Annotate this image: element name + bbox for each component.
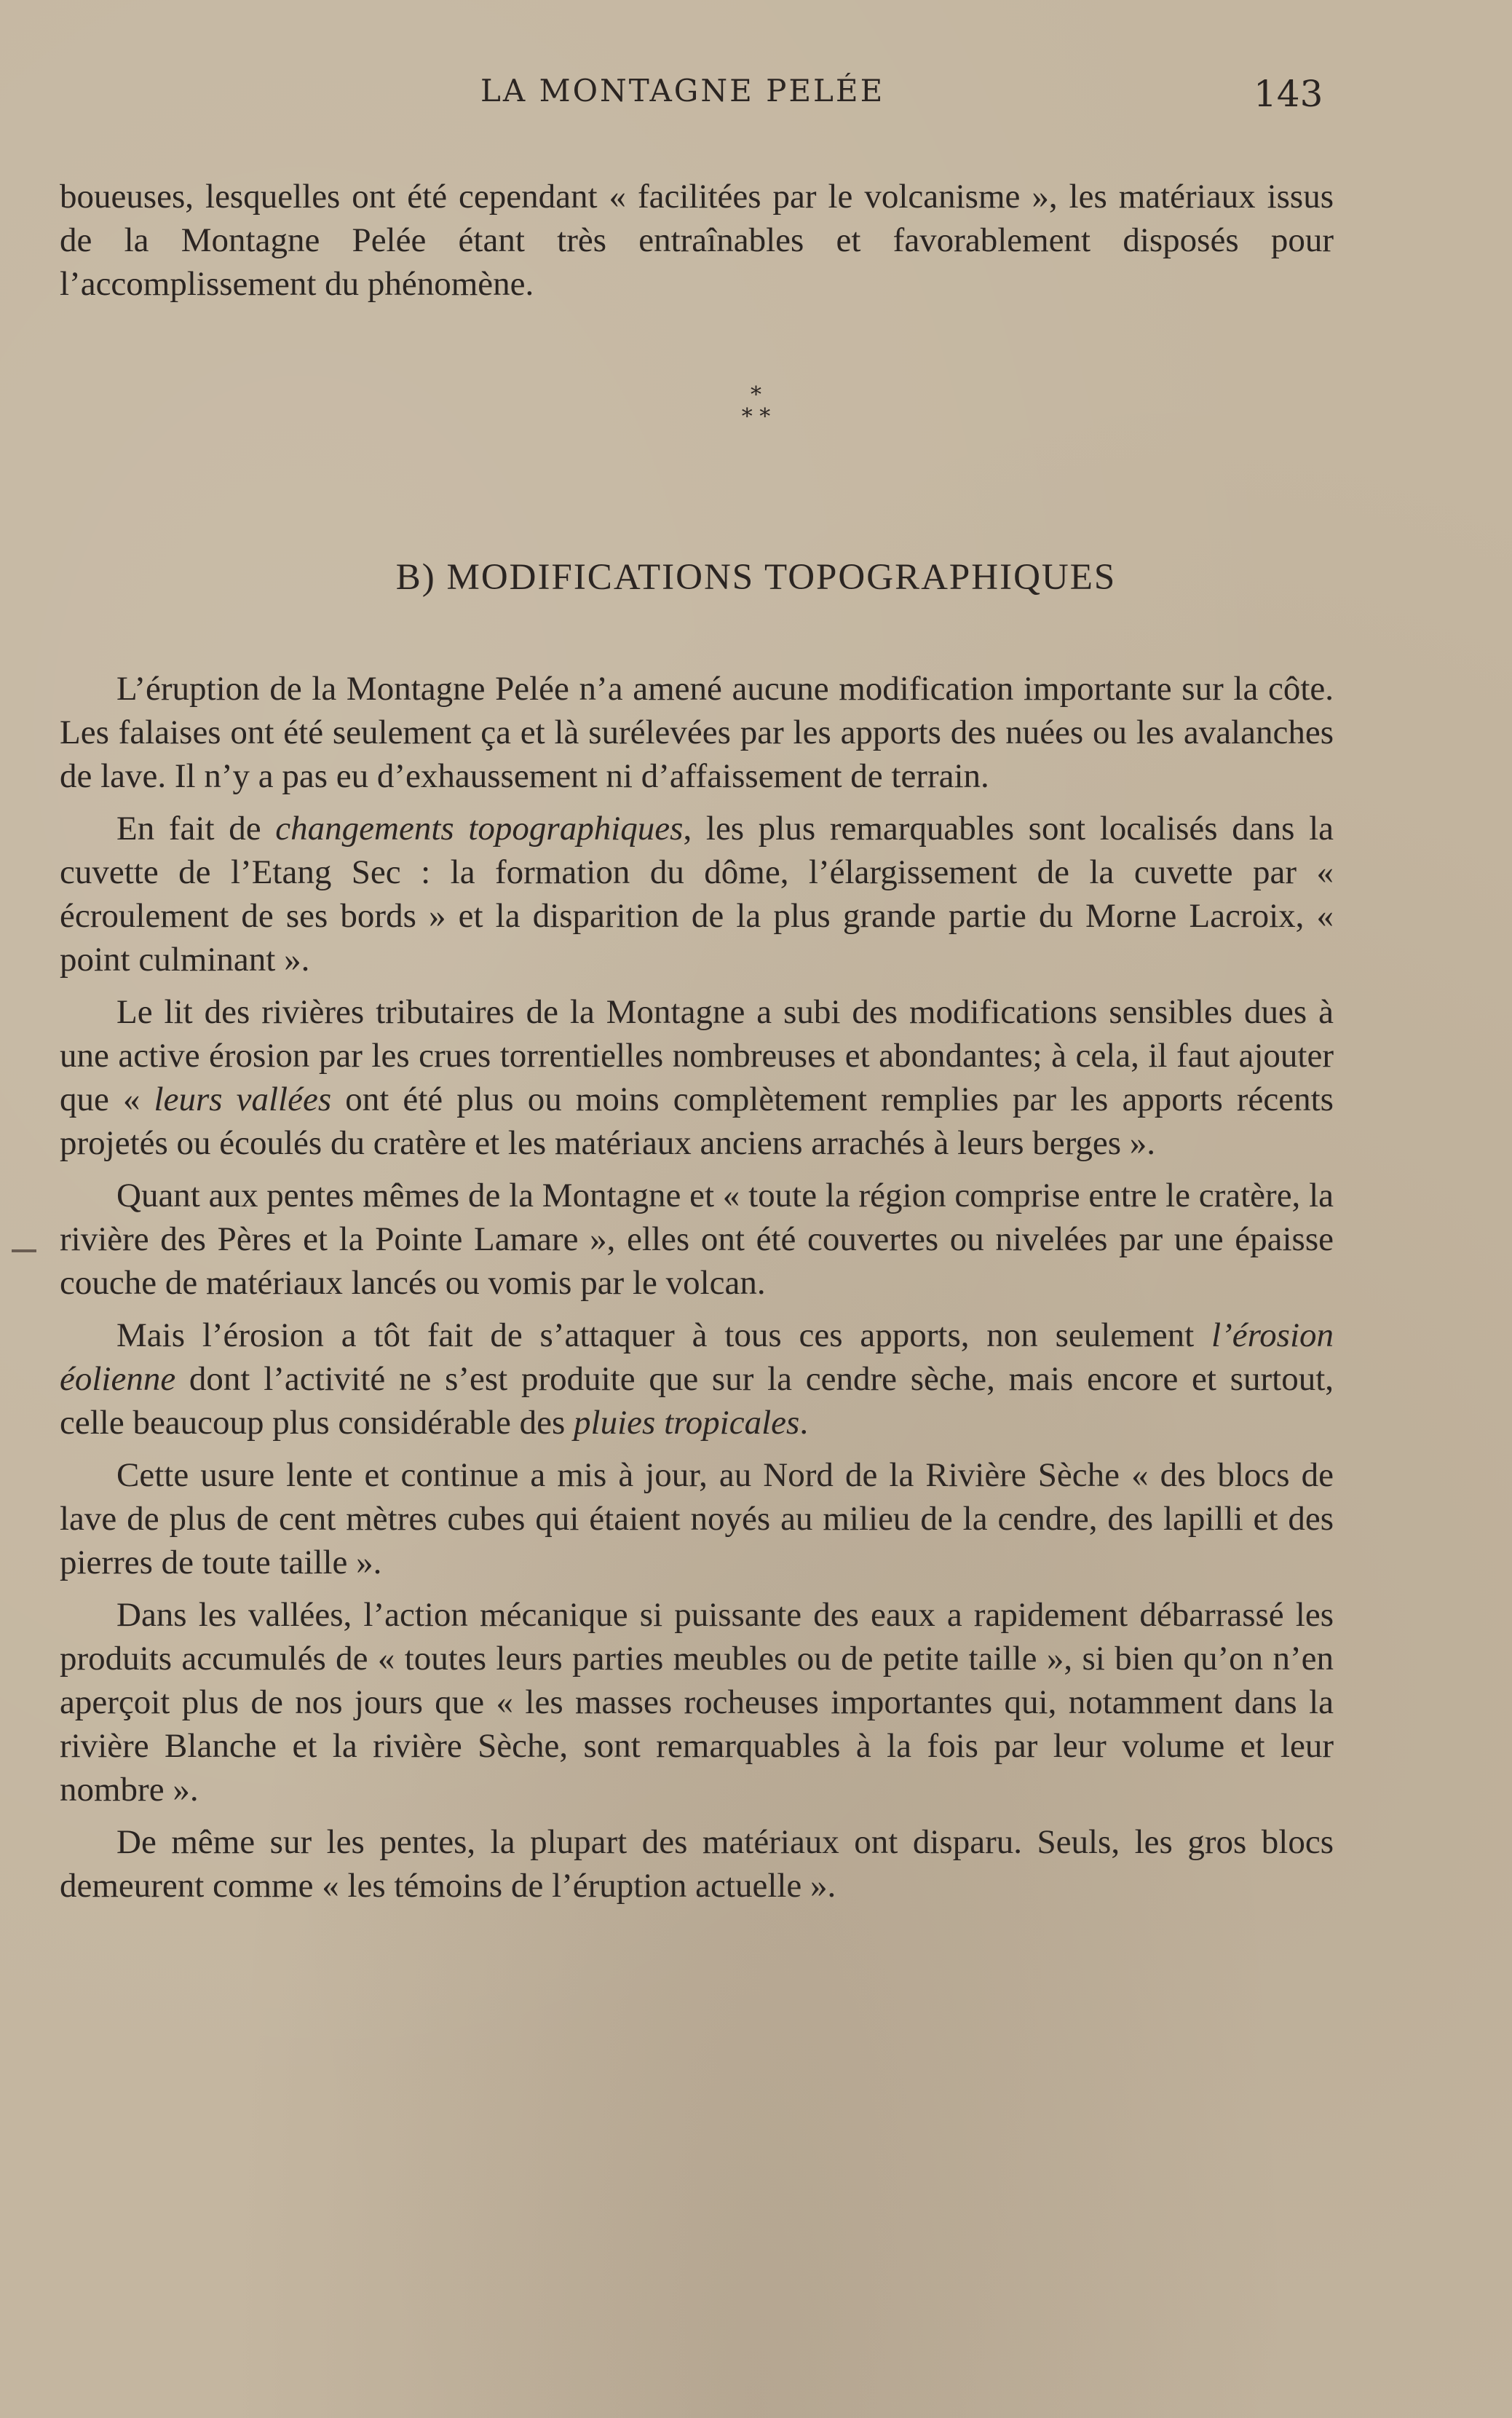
running-head: [0, 73, 1512, 131]
asterism-separator: [0, 384, 1512, 428]
paragraph-6: Cette usure lente et continue a mis à jour, au Nord de la Rivière Sèche « des blocs de lave de plus de cent mètres cubes qui étaient noyés au milieu de la cendre, des lapilli et des pierres de toute taille ».: [60, 1456, 1334, 1581]
intro-text: boueuses, lesquelles ont été cependant « facilitées par le volcanisme », les matériaux issus de la Montagne Pelée étant très entraînables et favorablement disposés pour l’accomplissement du phénomène.: [60, 178, 1334, 303]
paragraph-5-text-c: .: [799, 1404, 809, 1442]
section-heading: B) MODIFICATIONS TOPOGRAPHIQUES: [395, 557, 1117, 598]
paragraph-1: L’éruption de la Montagne Pelée n’a amené aucune modification importante sur la côte. Les falaises ont été seulement ça et là surélevées par les apports des nuées ou les avalanches de lave. Il n’y a pas eu d’exhaussement ni d’affaissement de terrain.: [60, 670, 1334, 795]
paragraph-8: De même sur les pentes, la plupart des matériaux ont disparu. Seuls, les gros blocs demeurent comme « les témoins de l’éruption actuelle ».: [60, 1823, 1334, 1905]
paragraph-2: [60, 807, 1334, 981]
paragraph-5-text-a: Mais l’érosion a tôt fait de s’attaquer à tous ces apports, non seulement: [116, 1316, 1212, 1354]
paragraph-4: Quant aux pentes mêmes de la Montagne et « toute la région comprise entre le cratère, la rivière des Pères et la Pointe Lamare », elles ont été couvertes ou nivelées par une épaisse couche de matériaux lancés ou vomis par le volcan.: [60, 1177, 1334, 1302]
paragraph-7: Dans les vallées, l’action mécanique si puissante des eaux a rapidement débarrassé les produits accumulés de « toutes leurs parties meubles ou de petite taille », si bien qu’on n’en aperçoit plus de nos jours que « les masses rocheuses importantes qui, notamment dans la rivière Blanche et la rivière Sèche, sont remarquables à la fois par leur volume et leur nombre ».: [60, 1596, 1334, 1809]
asterism-bottom: * *: [741, 404, 771, 430]
paragraph-3-text-a: Le lit des rivières tributaires de la Montagne a subi des modifications sensibles dues à une active érosion par les crues torrentielles nombreuses et abondantes; à cela, il faut ajouter que «: [60, 993, 1334, 1118]
paragraph-5-text-b: dont l’activité ne s’est produite que sur la cendre sèche, mais encore et surtout, celle beaucoup plus considérable des: [60, 1360, 1334, 1442]
paragraph-3-emphasis: leurs vallées: [154, 1080, 332, 1118]
intro-paragraph: [60, 175, 1334, 306]
paragraph-2-text-a: En fait de: [116, 810, 276, 848]
paragraph-5-emphasis-1: l’érosion éolienne: [60, 1316, 1334, 1398]
margin-mark: [12, 1249, 36, 1252]
section-body: [60, 667, 1334, 1916]
paragraph-2-emphasis: changements topographiques: [275, 810, 684, 848]
paragraph-2-text-b: , les plus remarquables sont localisés dans la cuvette de l’Etang Sec : la formation du dôme, l’élargissement de la cuvette par « écroulement de ses bords » et la disparition de la plus grande partie du Morne Lacroix, « point culminant ».: [60, 810, 1334, 979]
paragraph-5: [60, 1313, 1334, 1445]
paragraph-3: [60, 990, 1334, 1165]
paragraph-5-emphasis-2: pluies tropicales: [574, 1404, 800, 1442]
asterism-top: *: [751, 382, 761, 408]
running-title: LA MONTAGNE PELÉE: [480, 73, 885, 108]
page-number: 143: [1254, 73, 1323, 115]
paragraph-3-text-b: ont été plus ou moins complètement remplies par les apports récents projetés ou écoulés du cratère et les matériaux anciens arrachés à leurs berges ».: [60, 1080, 1334, 1162]
